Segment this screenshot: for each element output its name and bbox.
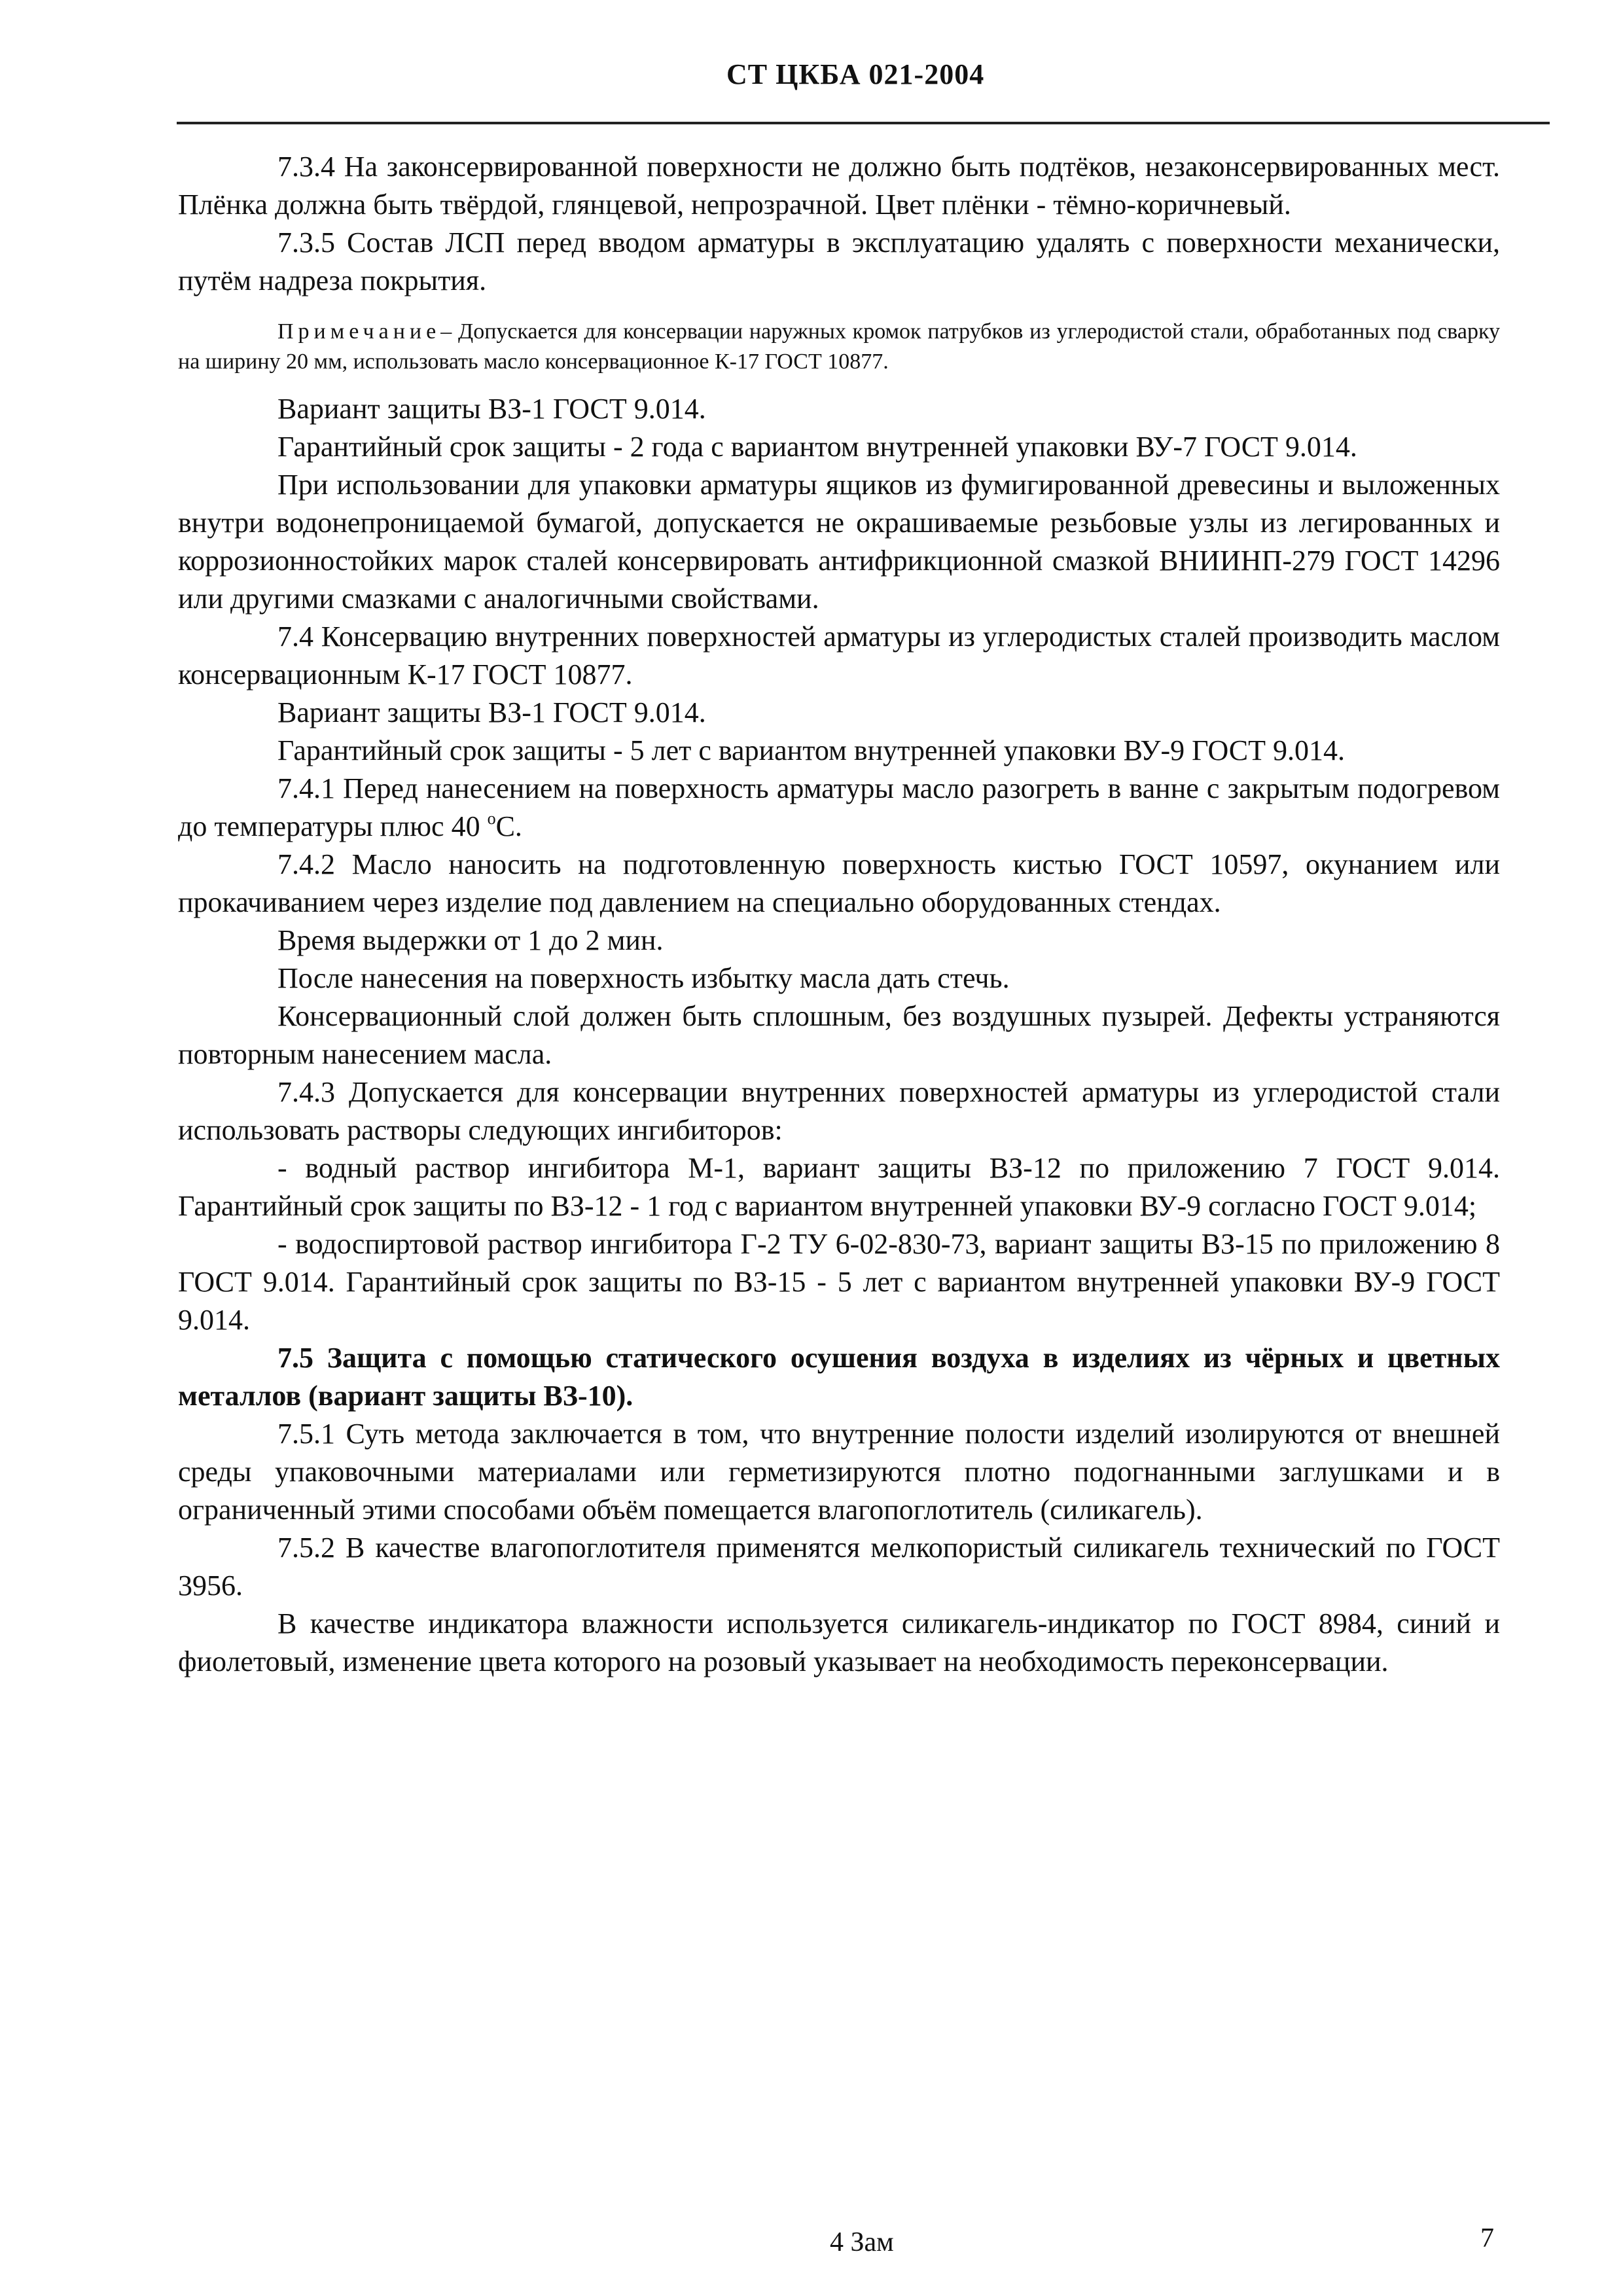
paragraph-warranty-1: Гарантийный срок защиты - 2 года с вариантом внутренней упаковки ВУ-7 ГОСТ 9.014. [277, 431, 1357, 463]
note-label: Примечание [277, 319, 441, 344]
footer-revision-code: 4 Зам [830, 2227, 894, 2257]
paragraph-7-5-1: 7.5.1 Суть метода заключается в том, что внутренние полости изделий изолируются от внешней среды упаковочными материалами или герметизируются плотно подогнанными заглушками и в ограниченный этими способами объём помещается влагопоглотитель (силикагель). [178, 1418, 1500, 1526]
header-divider [177, 122, 1550, 124]
paragraph-layer-defects: Консервационный слой должен быть сплошным, без воздушных пузырей. Дефекты устраняются повторным нанесением масла. [178, 1000, 1500, 1070]
section-heading-7-5: 7.5 Защита с помощью статического осушения воздуха в изделиях из чёрных и цветных металлов (вариант защиты ВЗ-10). [178, 1342, 1500, 1412]
paragraph-warranty-2: Гарантийный срок защиты - 5 лет с вариантом внутренней упаковки ВУ-9 ГОСТ 9.014. [277, 734, 1346, 766]
degree-sign: о [487, 809, 496, 828]
note [178, 317, 1500, 377]
note-text: – Допускается для консервации наружных кромок патрубков из углеродистой стали, обработанных под сварку на ширину 20 мм, использовать масло консервационное К-17 ГОСТ 10877. [178, 319, 1500, 374]
paragraph-humidity-indicator: В качестве индикатора влажности используется силикагель-индикатор по ГОСТ 8984, синий и фиолетовый, изменение цвета которого на розовый указывает на необходимость переконсервации. [178, 1607, 1500, 1677]
paragraph-7-4-1 [178, 770, 1500, 846]
page-number: 7 [1480, 2223, 1494, 2253]
paragraph-packaging-boxes: При использовании для упаковки арматуры ящиков из фумигированной древесины и выложенных внутри водонепроницаемой бумагой, допускается не окрашиваемые резьбовые узлы из легированных и коррозионностойких марок сталей консервировать антифрикционной смазкой ВНИИНП-279 ГОСТ 14296 или другими смазками с аналогичными свойствами. [178, 469, 1500, 615]
paragraph-hold-time: Время выдержки от 1 до 2 мин. [277, 924, 664, 956]
document-body [178, 148, 1500, 1681]
paragraph-7-4-2: 7.4.2 Масло наносить на подготовленную поверхность кистью ГОСТ 10597, окунанием или прокачиванием через изделие под давлением на специально оборудованных стендах. [178, 848, 1500, 918]
celsius-unit: С. [495, 810, 522, 842]
paragraph-protection-variant-2: Вариант защиты ВЗ-1 ГОСТ 9.014. [277, 696, 706, 728]
paragraph-protection-variant-1: Вариант защиты ВЗ-1 ГОСТ 9.014. [277, 393, 706, 425]
list-item-inhibitor-m1: - водный раствор ингибитора М-1, вариант защиты ВЗ-12 по приложению 7 ГОСТ 9.014. Гарантийный срок защиты по ВЗ-12 - 1 год с вариантом внутренней упаковки ВУ-9 согласно ГОСТ 9.014; [178, 1152, 1500, 1222]
paragraph-7-4-3: 7.4.3 Допускается для консервации внутренних поверхностей арматуры из углеродистой стали использовать растворы следующих ингибиторов: [178, 1076, 1500, 1146]
list-item-inhibitor-g2: - водоспиртовой раствор ингибитора Г-2 ТУ 6-02-830-73, вариант защиты ВЗ-15 по приложению 8 ГОСТ 9.014. Гарантийный срок защиты по ВЗ-15 - 5 лет с вариантом внутренней упаковки ВУ-9 ГОСТ 9.014. [178, 1228, 1500, 1336]
paragraph-7-4-1-text: 7.4.1 Перед нанесением на поверхность арматуры масло разогреть в ванне с закрытым подогревом до температуры плюс 40 [178, 772, 1500, 842]
document-header-title: СТ ЦКБА 021-2004 [726, 58, 985, 90]
paragraph-7-3-4: 7.3.4 На законсервированной поверхности не должно быть подтёков, незаконсервированных мест. Плёнка должна быть твёрдой, глянцевой, непрозрачной. Цвет плёнки - тёмно-коричневый. [178, 151, 1500, 221]
paragraph-7-3-5: 7.3.5 Состав ЛСП перед вводом арматуры в эксплуатацию удалять с поверхности механически, путём надреза покрытия. [178, 226, 1500, 296]
paragraph-7-5-2: 7.5.2 В качестве влагопоглотителя применятся мелкопористый силикагель технический по ГОСТ 3956. [178, 1532, 1500, 1602]
paragraph-7-4: 7.4 Консервацию внутренних поверхностей арматуры из углеродистых сталей производить маслом консервационным К-17 ГОСТ 10877. [178, 620, 1500, 691]
paragraph-drain: После нанесения на поверхность избытку масла дать стечь. [277, 962, 1010, 994]
